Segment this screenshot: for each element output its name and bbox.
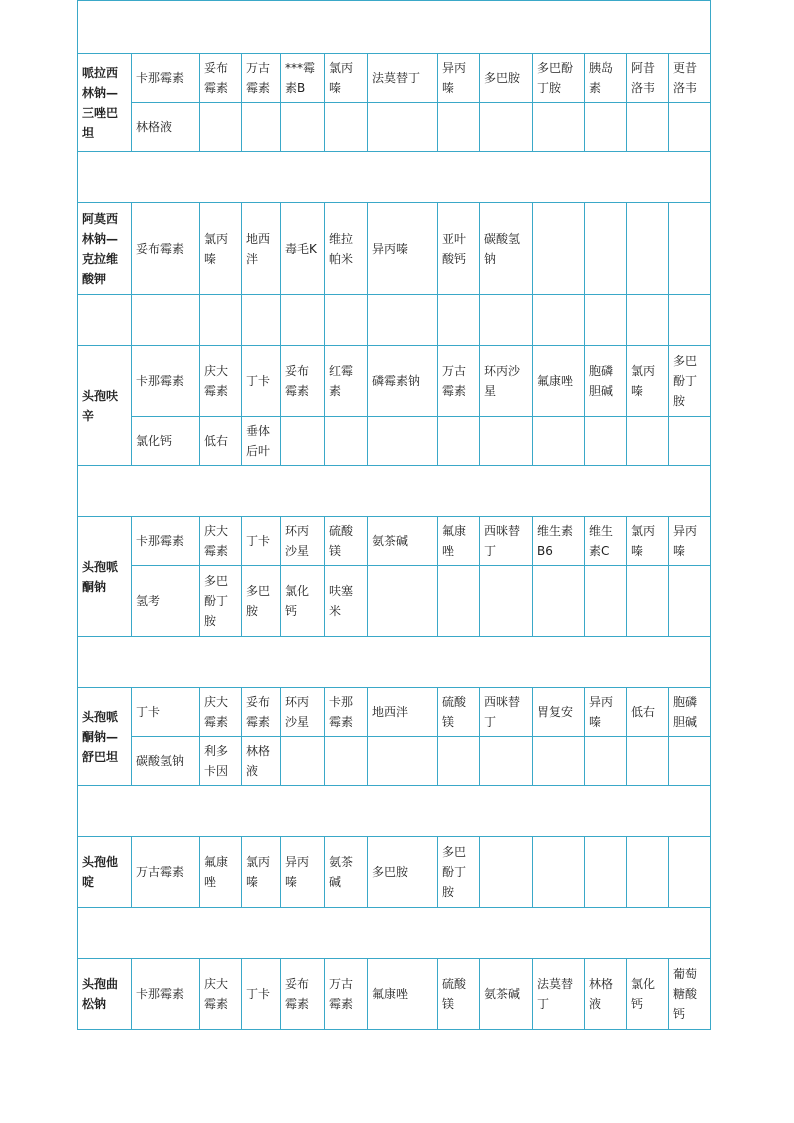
table-cell (627, 103, 669, 152)
table-cell (585, 737, 627, 786)
table-cell (585, 203, 627, 295)
table-cell: 庆大霉素 (200, 688, 242, 737)
table-cell: 卡那霉素 (132, 517, 200, 566)
table-cell: 阿昔洛韦 (627, 54, 669, 103)
table-cell: 亚叶酸钙 (438, 203, 480, 295)
drug-name: 哌拉西林钠—三唑巴坦 (78, 54, 132, 152)
table-cell (480, 566, 533, 637)
table-cell: 碳酸氢钠 (132, 737, 200, 786)
table-row (78, 54, 711, 103)
table-cell: 维拉帕米 (325, 203, 368, 295)
table-cell (480, 837, 533, 908)
table-cell: 多巴胺 (480, 54, 533, 103)
table-cell: 胰岛素 (585, 54, 627, 103)
table-cell: 妥布霉素 (281, 959, 325, 1030)
drug-name: 头孢哌酮钠 (78, 517, 132, 637)
table-cell: 林格液 (242, 737, 281, 786)
table-cell: 氟康唑 (368, 959, 438, 1030)
spacer-row (78, 786, 711, 837)
table-cell: 妥布霉素 (200, 54, 242, 103)
table-cell: 林格液 (585, 959, 627, 1030)
table-cell: 氯丙嗪 (242, 837, 281, 908)
table-cell (438, 103, 480, 152)
table-cell (669, 203, 711, 295)
table-cell: 万古霉素 (132, 837, 200, 908)
table-cell (669, 566, 711, 637)
table-cell: 碳酸氢钠 (480, 203, 533, 295)
table-cell: 氯化钙 (627, 959, 669, 1030)
table-cell: 氟康唑 (533, 346, 585, 417)
table-row (78, 103, 711, 152)
table-row (78, 566, 711, 637)
table-cell (200, 103, 242, 152)
table-cell: 万古霉素 (325, 959, 368, 1030)
table-cell: 红霉素 (325, 346, 368, 417)
table-cell: 异丙嗪 (669, 517, 711, 566)
table-cell: 硫酸镁 (438, 959, 480, 1030)
table-cell (368, 103, 438, 152)
table-row (78, 517, 711, 566)
drug-name: 头孢他啶 (78, 837, 132, 908)
spacer-row (78, 295, 711, 346)
drug-name: 阿莫西林钠—克拉维酸钾 (78, 203, 132, 295)
table-cell: 氨茶碱 (368, 517, 438, 566)
table-cell: 氯丙嗪 (325, 54, 368, 103)
table-cell: 法莫替丁 (533, 959, 585, 1030)
table-cell: 环丙沙星 (281, 517, 325, 566)
table-cell: 环丙沙星 (480, 346, 533, 417)
table-cell (438, 737, 480, 786)
spacer-row (78, 466, 711, 517)
table-cell: 庆大霉素 (200, 517, 242, 566)
table-cell: 林格液 (132, 103, 200, 152)
table-cell (533, 203, 585, 295)
table-cell: 维生素B6 (533, 517, 585, 566)
table-cell (480, 417, 533, 466)
table-cell: 胞磷胆碱 (669, 688, 711, 737)
table-cell (627, 417, 669, 466)
table-cell: 多巴酚丁胺 (438, 837, 480, 908)
table-cell: 丁卡 (132, 688, 200, 737)
table-cell: 氯化钙 (132, 417, 200, 466)
table-cell: 氨茶碱 (480, 959, 533, 1030)
table-row (78, 203, 711, 295)
table-cell: 庆大霉素 (200, 346, 242, 417)
table-cell: 多巴酚丁胺 (669, 346, 711, 417)
table-cell: 法莫替丁 (368, 54, 438, 103)
table-cell (669, 837, 711, 908)
table-cell (669, 737, 711, 786)
table-cell: 万古霉素 (438, 346, 480, 417)
table-cell (533, 566, 585, 637)
table-cell: 垂体后叶 (242, 417, 281, 466)
table-cell (480, 737, 533, 786)
table-cell (438, 566, 480, 637)
table-cell (533, 737, 585, 786)
table-cell: 丁卡 (242, 959, 281, 1030)
table-cell: 万古霉素 (242, 54, 281, 103)
table-row (78, 417, 711, 466)
table-cell: 多巴酚丁胺 (200, 566, 242, 637)
table-cell: 硫酸镁 (438, 688, 480, 737)
table-cell: 氢考 (132, 566, 200, 637)
table-cell: 氯丙嗪 (200, 203, 242, 295)
table-cell: 氯化钙 (281, 566, 325, 637)
table-cell: 西咪替丁 (480, 688, 533, 737)
table-cell (281, 103, 325, 152)
table-cell: 氯丙嗪 (627, 346, 669, 417)
spacer-row (78, 152, 711, 203)
table-cell: 妥布霉素 (281, 346, 325, 417)
table-cell: 妥布霉素 (132, 203, 200, 295)
table-row (78, 737, 711, 786)
table-cell: 卡那霉素 (325, 688, 368, 737)
drug-compatibility-table (77, 0, 711, 1030)
drug-name: 头孢哌酮钠—舒巴坦 (78, 688, 132, 786)
table-cell (281, 737, 325, 786)
table-cell (438, 417, 480, 466)
table-cell (669, 417, 711, 466)
table-cell (533, 417, 585, 466)
table-cell: 利多卡因 (200, 737, 242, 786)
table-cell: 维生素C (585, 517, 627, 566)
table-cell: 环丙沙星 (281, 688, 325, 737)
table-cell: 毒毛K (281, 203, 325, 295)
table-cell: 地西泮 (242, 203, 281, 295)
table-cell (585, 566, 627, 637)
table-cell: 妥布霉素 (242, 688, 281, 737)
table-cell: 西咪替丁 (480, 517, 533, 566)
table-cell: ***霉素B (281, 54, 325, 103)
table-cell (627, 737, 669, 786)
table-cell: 胃复安 (533, 688, 585, 737)
table-cell (368, 566, 438, 637)
table-cell (585, 837, 627, 908)
table-cell: 异丙嗪 (368, 203, 438, 295)
table-row (78, 837, 711, 908)
table-row (78, 688, 711, 737)
table-cell: 氨茶碱 (325, 837, 368, 908)
table-cell (627, 203, 669, 295)
table-cell (325, 417, 368, 466)
table-cell: 多巴酚丁胺 (533, 54, 585, 103)
table-cell: 氟康唑 (200, 837, 242, 908)
table-cell: 低右 (627, 688, 669, 737)
table-cell (325, 103, 368, 152)
table-cell: 多巴胺 (242, 566, 281, 637)
table-cell: 更昔洛韦 (669, 54, 711, 103)
spacer-row (78, 637, 711, 688)
table-cell: 异丙嗪 (438, 54, 480, 103)
drug-name: 头孢曲松钠 (78, 959, 132, 1030)
table-cell: 氟康唑 (438, 517, 480, 566)
table-cell: 丁卡 (242, 346, 281, 417)
table-cell (585, 103, 627, 152)
table-cell: 磷霉素钠 (368, 346, 438, 417)
table-cell: 硫酸镁 (325, 517, 368, 566)
table-cell: 低右 (200, 417, 242, 466)
table-cell (585, 417, 627, 466)
table-cell (627, 566, 669, 637)
table-cell: 卡那霉素 (132, 959, 200, 1030)
table-cell (627, 837, 669, 908)
table-row (78, 959, 711, 1030)
table-cell (533, 837, 585, 908)
table-cell (368, 417, 438, 466)
table-cell: 异丙嗪 (281, 837, 325, 908)
table-cell: 氯丙嗪 (627, 517, 669, 566)
table-cell: 庆大霉素 (200, 959, 242, 1030)
table-cell (368, 737, 438, 786)
table-cell (669, 103, 711, 152)
table-cell (242, 103, 281, 152)
spacer-row (78, 1, 711, 54)
table-cell: 卡那霉素 (132, 346, 200, 417)
table-cell: 多巴胺 (368, 837, 438, 908)
drug-name: 头孢呋辛 (78, 346, 132, 466)
table-cell: 呋塞米 (325, 566, 368, 637)
table-row (78, 346, 711, 417)
table-cell (533, 103, 585, 152)
table-cell: 异丙嗪 (585, 688, 627, 737)
table-cell (281, 417, 325, 466)
table-cell (325, 737, 368, 786)
table-cell: 卡那霉素 (132, 54, 200, 103)
table-cell (480, 103, 533, 152)
table-cell: 胞磷胆碱 (585, 346, 627, 417)
table-cell: 地西泮 (368, 688, 438, 737)
spacer-row (78, 908, 711, 959)
table-cell: 丁卡 (242, 517, 281, 566)
table-cell: 葡萄糖酸钙 (669, 959, 711, 1030)
